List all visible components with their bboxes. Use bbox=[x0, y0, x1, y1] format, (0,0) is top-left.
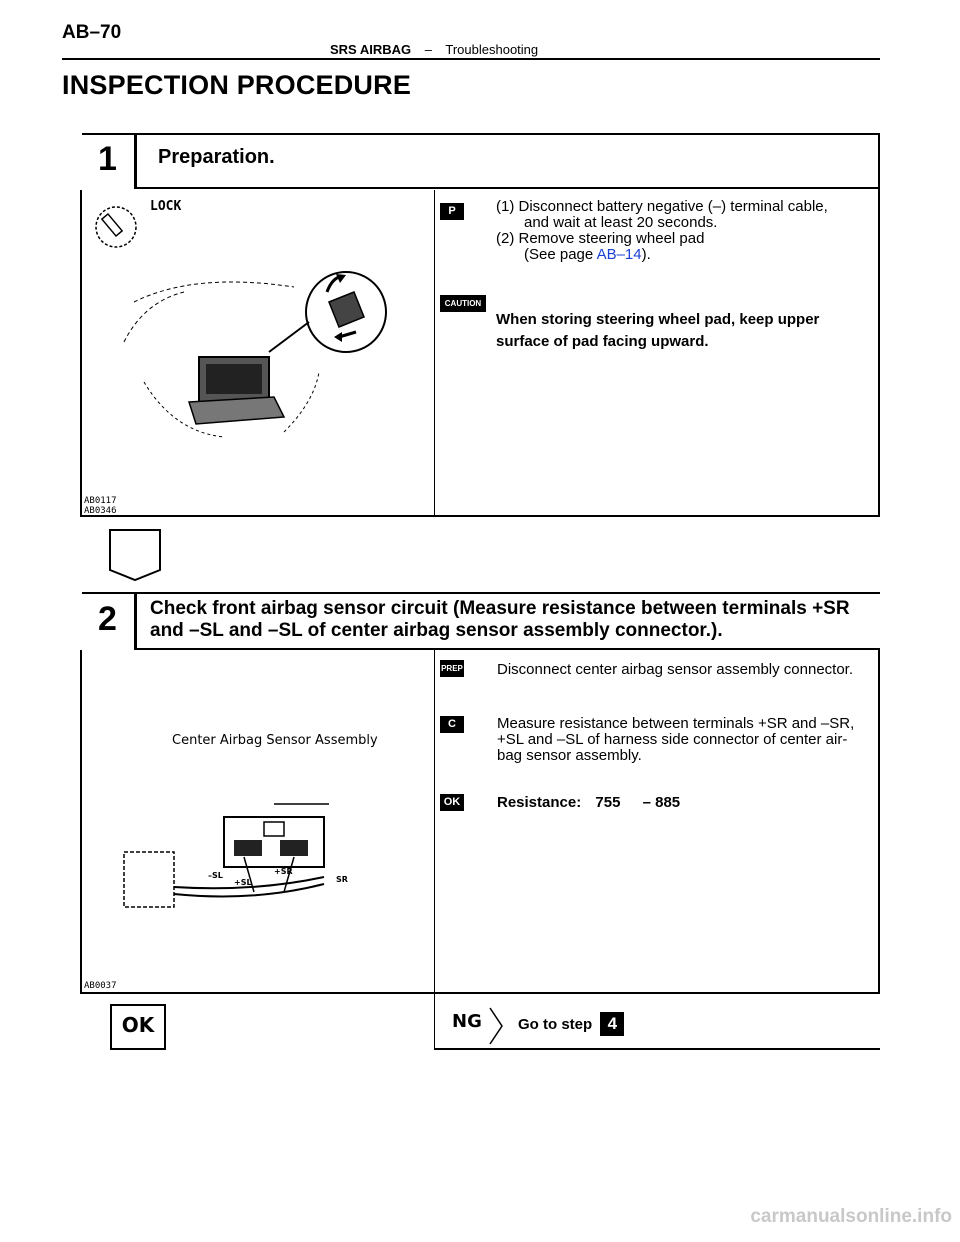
section-header bbox=[330, 42, 538, 57]
ng-go-to-step: Go to step 4 bbox=[518, 1012, 624, 1036]
tag-check: C bbox=[440, 716, 464, 733]
watermark: carmanualsonline.info bbox=[750, 1206, 952, 1227]
tag-prep: PREP bbox=[440, 660, 464, 677]
instruction-line: (See page AB–14). bbox=[524, 246, 651, 263]
tag-caution: CAUTION bbox=[440, 295, 486, 312]
prep-text: Disconnect center airbag sensor assembly connector. bbox=[497, 661, 854, 678]
pin-sl-pos: +SL bbox=[234, 878, 252, 887]
pin-sr-pos: +SR bbox=[274, 867, 293, 876]
next-arrow-icon bbox=[108, 528, 164, 584]
instruction-line: (2) Remove steering wheel pad bbox=[496, 230, 705, 247]
subsection-title: Troubleshooting bbox=[445, 42, 539, 57]
pin-sl-neg: –SL bbox=[208, 871, 223, 880]
check-text: Measure resistance between terminals +SR and –SR, +SL and –SL of harness side connector of center air- bag sensor assembly. bbox=[497, 715, 855, 764]
ng-label: NG bbox=[452, 1011, 482, 1032]
tag-p: P bbox=[440, 203, 464, 220]
page-number: AB–70 bbox=[62, 22, 122, 43]
pin-sr: SR bbox=[336, 875, 348, 884]
center-airbag-sensor-figure bbox=[84, 652, 432, 990]
instruction-line: (1) Disconnect battery negative (–) terminal cable, bbox=[496, 198, 828, 215]
caution-line: surface of pad facing upward. bbox=[496, 333, 709, 350]
step1-number: 1 bbox=[98, 140, 117, 178]
resistance-spec: Resistance: 755 – 885 bbox=[497, 794, 681, 811]
figure-id: AB0037 bbox=[84, 981, 117, 990]
section-title: SRS AIRBAG bbox=[330, 42, 412, 57]
instruction-line: and wait at least 20 seconds. bbox=[524, 214, 718, 231]
ok-badge: OK bbox=[110, 1004, 166, 1050]
lock-label: LOCK bbox=[150, 199, 182, 214]
step1-instructions bbox=[496, 199, 866, 263]
page-title: INSPECTION PROCEDURE bbox=[62, 70, 412, 100]
header-rule bbox=[62, 58, 880, 60]
figure-id-a: AB0117 bbox=[84, 496, 117, 506]
step1-caution bbox=[496, 309, 866, 353]
caution-line: When storing steering wheel pad, keep upper bbox=[496, 311, 820, 328]
section-separator: – bbox=[424, 42, 432, 57]
figure-id-b: AB0346 bbox=[84, 506, 117, 514]
page-link[interactable]: AB–14 bbox=[596, 246, 642, 263]
steering-wheel-figure bbox=[84, 192, 432, 514]
step2-title: Check front airbag sensor circuit (Measure resistance between terminals +SR and –SL and –SL of center airbag sensor assembly connector.). bbox=[150, 598, 850, 641]
figure-label: Center Airbag Sensor Assembly bbox=[172, 733, 378, 748]
step2-number: 2 bbox=[98, 600, 117, 638]
step1-title: Preparation. bbox=[158, 146, 275, 168]
tag-ok: OK bbox=[440, 794, 464, 811]
step-4-badge[interactable]: 4 bbox=[600, 1012, 624, 1036]
